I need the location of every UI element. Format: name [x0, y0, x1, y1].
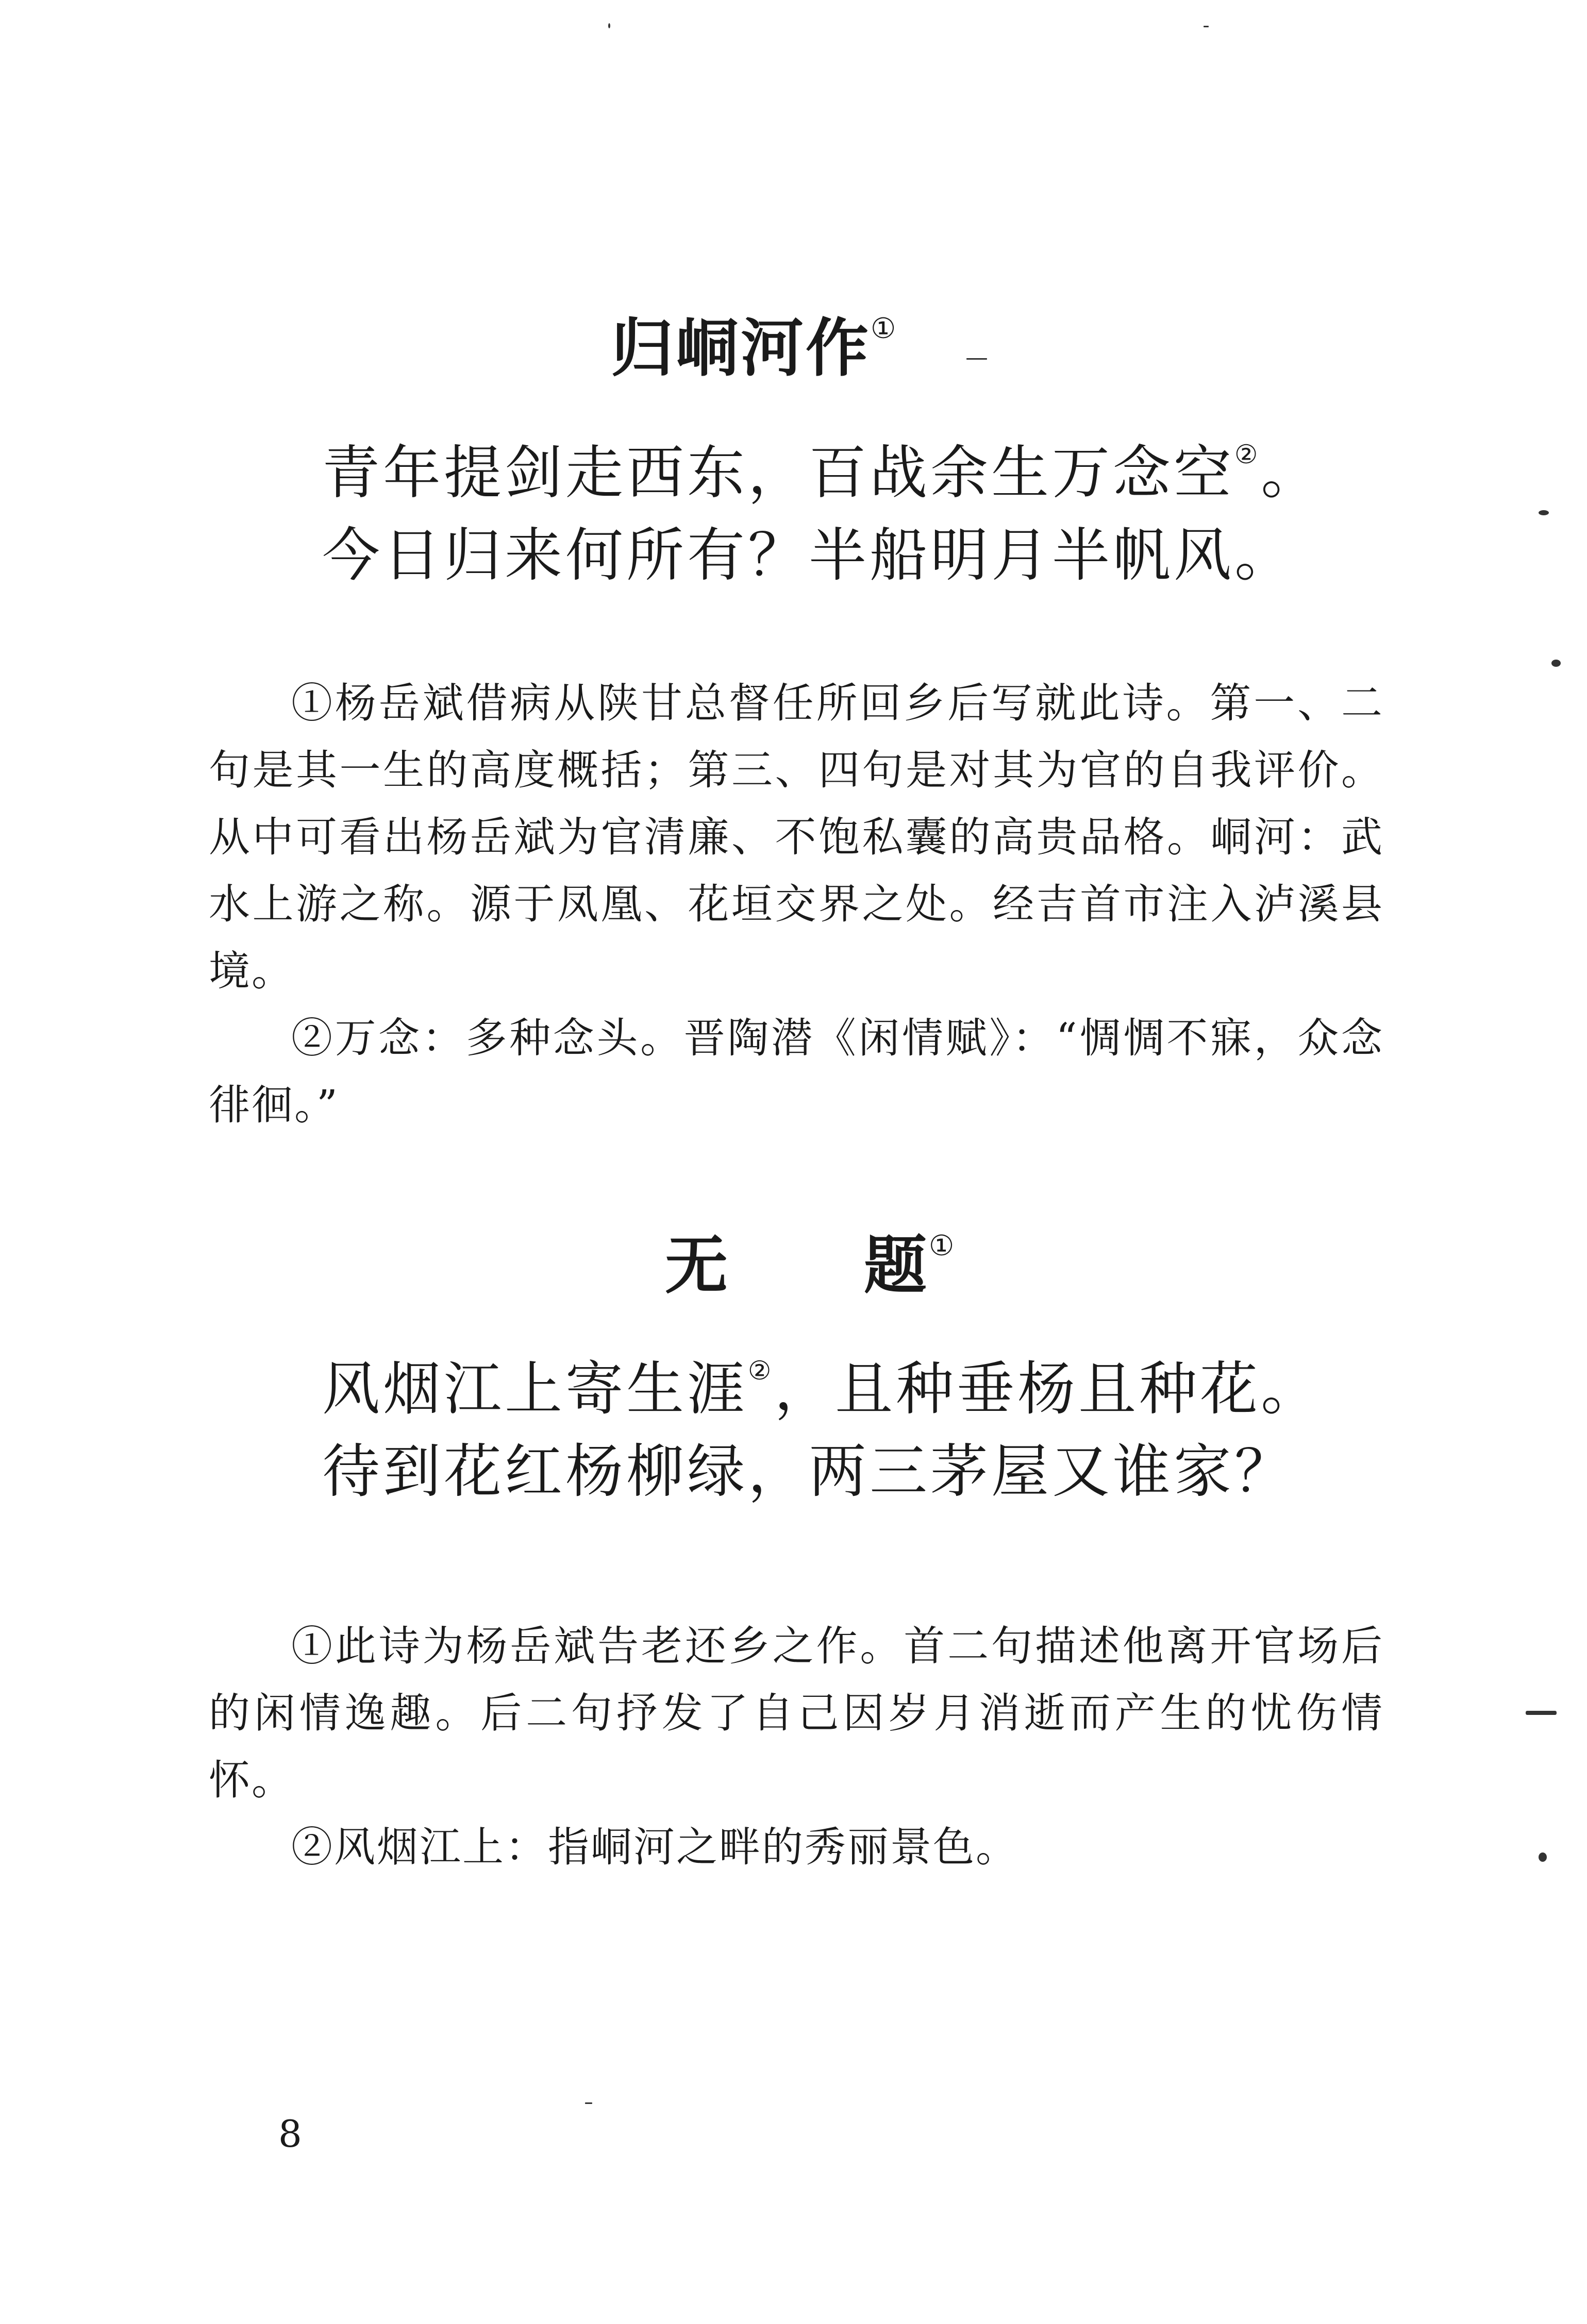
poem-line: 今日归来何所有？半船明月半帆风。 — [322, 522, 1295, 589]
scan-speck — [1526, 1711, 1557, 1715]
poem-title-text: 题 — [864, 1229, 929, 1302]
footnote: ②万念：多种念头。晋陶潜《闲情赋》：“惆惆不寐，众念徘徊。” — [209, 1014, 1384, 1129]
footnote: ①此诗为杨岳斌告老还乡之作。首二句描述他离开官场后的闲情逸趣。后二句抒发了自己因岁月消逝而产生的忧伤情怀。 — [209, 1622, 1384, 1804]
poem-title-text: 无 — [665, 1229, 730, 1302]
poem-line: 待到花红杨柳绿，两三茅屋又谁家？ — [322, 1438, 1295, 1505]
footnotes — [209, 670, 1384, 1139]
footnotes — [209, 1613, 1384, 1881]
scan-speck — [1204, 26, 1209, 27]
poem-title-text: 归峒河作 — [611, 312, 871, 385]
scan-speck — [585, 2102, 592, 2104]
poem-line-end: 。 — [1261, 440, 1322, 507]
scan-speck — [1539, 1853, 1547, 1862]
footnote: ①杨岳斌借病从陕甘总督任所回乡后写就此诗。第一、二句是其一生的高度概括；第三、四句是对其为官的自我评价。从中可看出杨岳斌为官清廉、不饱私囊的高贵品格。峒河：武水上游之称。源于凤凰、花垣交界之处。经吉首市注入泸溪县境。 — [209, 679, 1384, 995]
poem-title — [611, 311, 898, 385]
poem-line-text: 青年提剑走西东，百战余生万念空 — [322, 440, 1234, 507]
footnote-marker: ② — [1234, 439, 1261, 469]
scan-speck — [1551, 660, 1561, 667]
poem-line-text: ，且种垂杨且种花。 — [774, 1356, 1322, 1423]
poem-line — [322, 439, 1322, 507]
footnote-marker: ① — [929, 1228, 957, 1262]
page-number: 8 — [278, 2112, 302, 2155]
footnote: ②风烟江上：指峒河之畔的秀丽景色。 — [291, 1823, 1018, 1871]
poem-line-text: 风烟江上寄生涯 — [322, 1356, 748, 1423]
scan-speck — [608, 23, 610, 28]
footnote-marker: ① — [871, 311, 898, 345]
poem-line — [322, 1355, 1322, 1423]
scan-speck — [1539, 510, 1549, 515]
scan-speck — [966, 358, 987, 360]
poem-title — [665, 1228, 957, 1302]
footnote-marker: ② — [748, 1355, 775, 1386]
